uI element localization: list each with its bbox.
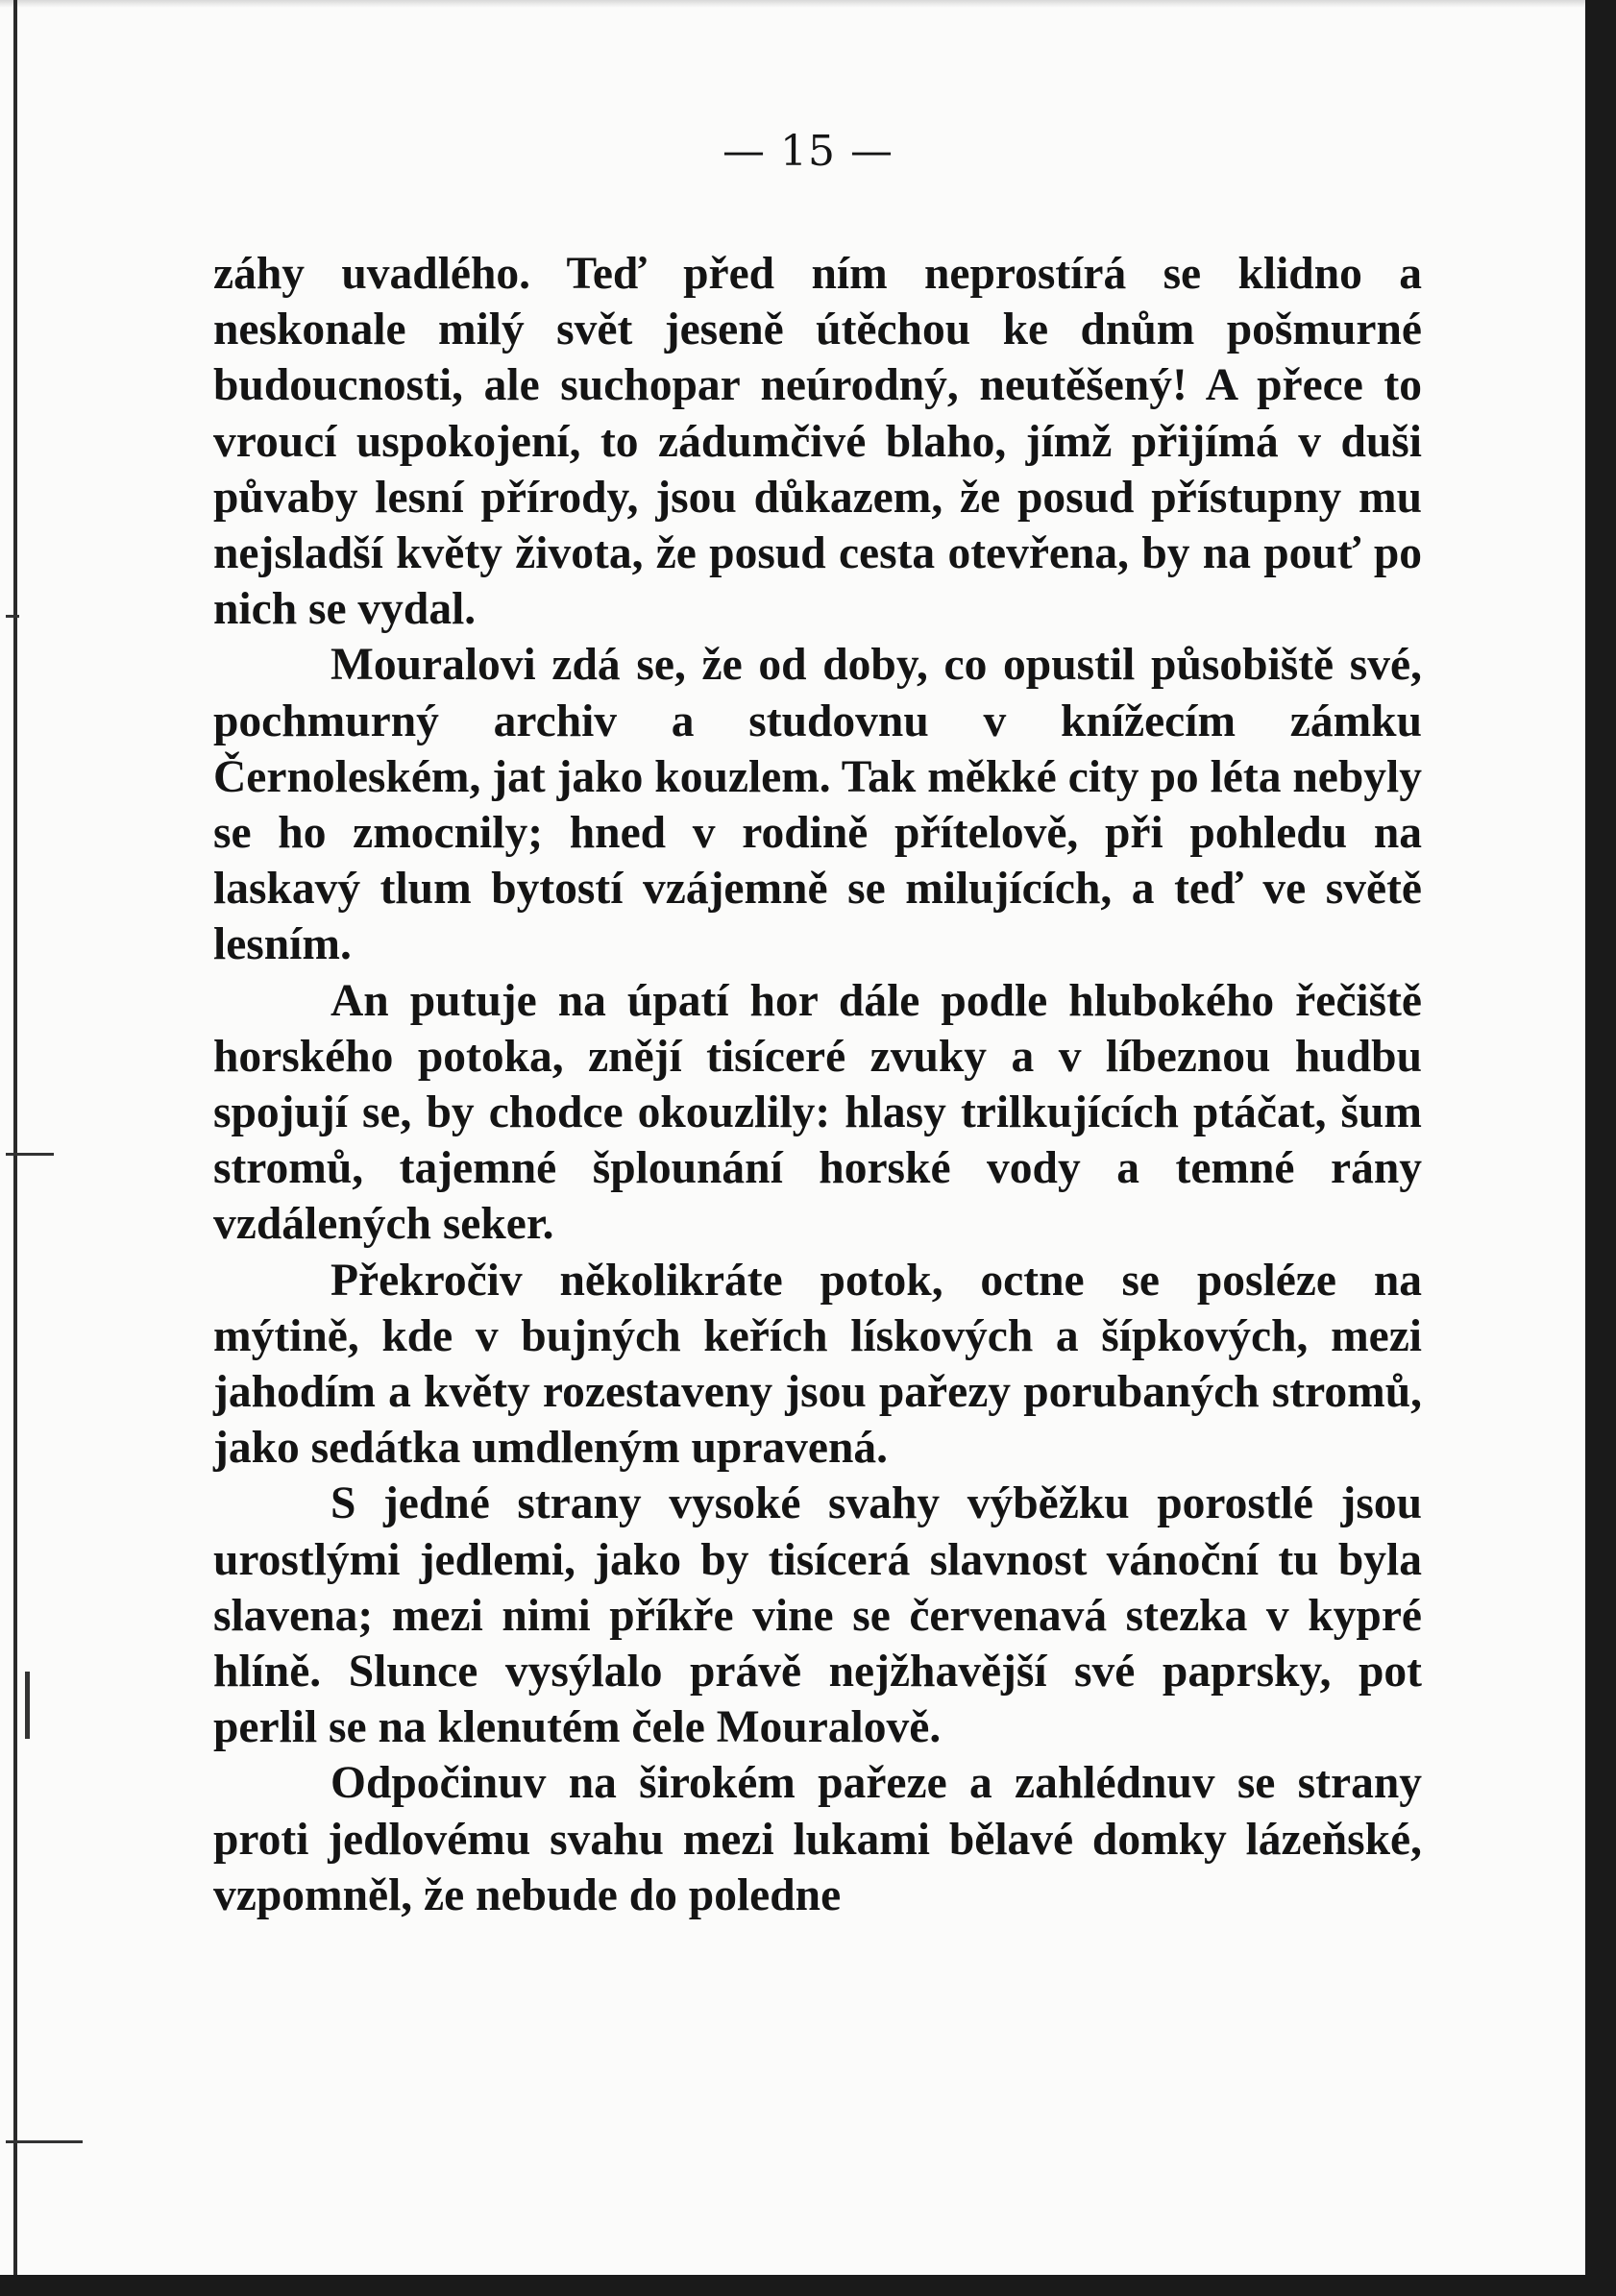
scan-bottom-edge [0, 2275, 1616, 2296]
binding-mark [6, 1153, 54, 1156]
paragraph: Mouralovi zdá se, že od doby, co opustil působiště své, pochmurný archiv a studovnu v knížecím zámku Černoleském, jat jako kouzlem. Tak měkké city po léta nebyly se ho zmocnily; hned v rodině přítelově, při pohledu na laskavý tlum bytostí vzájemně se milujících, a teď ve světě lesním. [213, 640, 1422, 970]
paragraph: An putuje na úpatí hor dále podle hlubokého řečiště horského potoka, znějí tisíceré zvuky a v líbeznou hudbu spojují se, by chodce okouzlily: hlasy trilkujících ptáčat, šum stromů, tajemné šplounání horské vody a temné rány vzdálených seker. [213, 975, 1422, 1250]
binding-mark [6, 615, 19, 618]
page-number: — 15 — [722, 127, 894, 176]
paragraph: Odpočinuv na širokém pařeze a zahlédnuv se strany proti jedlovému svahu mezi lukami bělavé domky lázeňské, vzpomněl, že nebude do poledne [213, 1758, 1422, 1920]
paragraph: záhy uvadlého. Teď před ním neprostírá se klidno a neskonale milý svět jeseně útěchou ke dnům pošmurné budoucnosti, ale suchopar neúrodný, neutěšený! A přece to vroucí uspokojení, to zádumčivé blaho, jímž přijímá v duši půvaby lesní přírody, jsou důkazem, že posud přístupny mu nejsladší květy života, že posud cesta otevřena, by na pouť po nich se vydal. [213, 249, 1422, 635]
paragraph: S jedné strany vysoké svahy výběžku porostlé jsou urostlými jedlemi, jako by tisícerá slavnost vánoční tu byla slavena; mezi nimi příkře vine se červenavá stezka v kypré hlíně. Slunce vysýlalo právě nejžhavější své paprsky, pot perlil se na klenutém čele Mouralově. [213, 1478, 1422, 1753]
binding-mark [6, 2140, 83, 2143]
binding-mark [25, 1672, 30, 1739]
scan-right-edge [1585, 0, 1616, 2296]
scan-top-edge [0, 0, 1616, 8]
scan-left-edge [13, 0, 17, 2296]
body-text [213, 246, 1422, 1923]
paragraph: Překročiv několikráte potok, octne se posléze na mýtině, kde v bujných keřích lískových a šípkových, mezi jahodím a květy rozestaveny jsou pařezy porubaných stromů, jako sedátka umdleným upravená. [213, 1255, 1422, 1474]
